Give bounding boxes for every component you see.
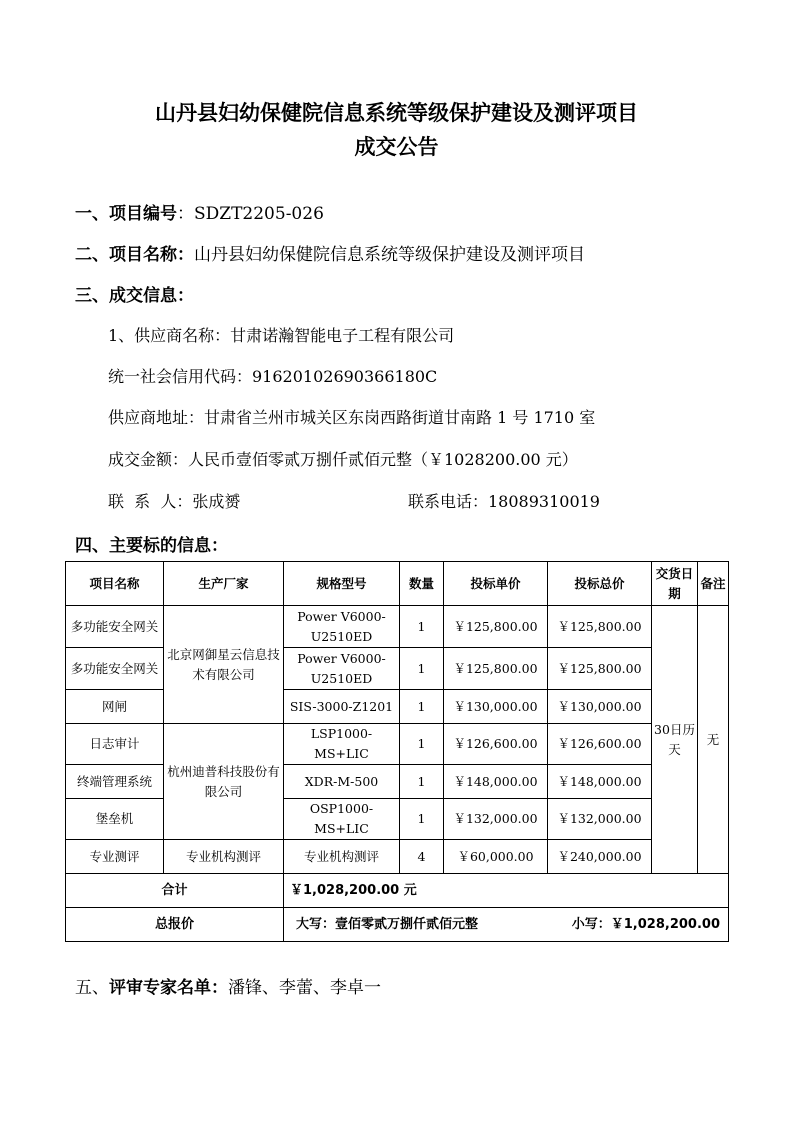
items-table — [65, 561, 729, 942]
cell-name: 堡垒机 — [66, 799, 164, 840]
cell-model: XDR-M-500 — [284, 765, 400, 799]
cell-total-price: ￥125,800.00 — [548, 648, 652, 690]
project-name: 山丹县妇幼保健院信息系统等级保护建设及测评项目 — [194, 245, 585, 265]
quote-value-cell — [284, 908, 729, 942]
cell-model: Power V6000-U2510ED — [284, 606, 400, 648]
section-label: 评审专家名单： — [109, 978, 228, 998]
cell-total-price: ￥132,000.00 — [548, 799, 652, 840]
cell-name: 多功能安全网关 — [66, 648, 164, 690]
header-delivery: 交货日期 — [652, 562, 698, 606]
cell-name: 终端管理系统 — [66, 765, 164, 799]
cell-model: Power V6000-U2510ED — [284, 648, 400, 690]
cell-unit-price: ￥130,000.00 — [444, 690, 548, 724]
cell-name: 日志审计 — [66, 724, 164, 765]
cell-total-price: ￥125,800.00 — [548, 606, 652, 648]
expert-names: 潘锋、李蕾、李卓一 — [228, 978, 381, 998]
cell-unit-price: ￥125,800.00 — [444, 606, 548, 648]
page-title: 山丹县妇幼保健院信息系统等级保护建设及测评项目 — [155, 101, 638, 125]
cell-qty: 1 — [400, 724, 444, 765]
section-experts — [75, 973, 381, 998]
quote-row — [66, 908, 729, 942]
sum-label: 合计 — [66, 874, 284, 908]
cell-maker: 专业机构测评 — [164, 840, 284, 874]
cell-qty: 1 — [400, 648, 444, 690]
deal-amount: 成交金额：人民币壹佰零贰万捌仟贰佰元整（￥1028200.00 元） — [108, 450, 578, 469]
quote-lower: 小写：￥1,028,200.00 — [571, 916, 720, 932]
cell-total-price: ￥130,000.00 — [548, 690, 652, 724]
cell-model: OSP1000-MS+LIC — [284, 799, 400, 840]
cell-unit-price: ￥126,600.00 — [444, 724, 548, 765]
page-subtitle: 成交公告 — [354, 135, 439, 159]
cell-qty: 1 — [400, 690, 444, 724]
cell-qty: 1 — [400, 606, 444, 648]
section-deal-info-heading: 三、成交信息： — [75, 286, 194, 306]
quote-label: 总报价 — [66, 908, 284, 942]
cell-qty: 1 — [400, 799, 444, 840]
section-project-name — [75, 240, 585, 265]
section-prefix: 五、 — [75, 978, 109, 998]
header-total-price: 投标总价 — [548, 562, 652, 606]
cell-name: 专业测评 — [66, 840, 164, 874]
credit-code: 统一社会信用代码：91620102690366180C — [108, 367, 438, 386]
cell-model: SIS-3000-Z1201 — [284, 690, 400, 724]
cell-name: 多功能安全网关 — [66, 606, 164, 648]
header-maker: 生产厂家 — [164, 562, 284, 606]
sum-row — [66, 874, 729, 908]
cell-total-price: ￥126,600.00 — [548, 724, 652, 765]
label-separator: ： — [177, 204, 194, 224]
cell-remark: 无 — [698, 606, 729, 874]
cell-qty: 1 — [400, 765, 444, 799]
header-name: 项目名称 — [66, 562, 164, 606]
cell-unit-price: ￥148,000.00 — [444, 765, 548, 799]
cell-model: 专业机构测评 — [284, 840, 400, 874]
cell-total-price: ￥240,000.00 — [548, 840, 652, 874]
cell-unit-price: ￥132,000.00 — [444, 799, 548, 840]
cell-name: 网闸 — [66, 690, 164, 724]
cell-unit-price: ￥60,000.00 — [444, 840, 548, 874]
header-model: 规格型号 — [284, 562, 400, 606]
cell-qty: 4 — [400, 840, 444, 874]
header-remark: 备注 — [698, 562, 729, 606]
table-row — [66, 724, 729, 765]
contact-person: 联 系 人：张成赟 — [108, 492, 241, 511]
section-items-heading: 四、主要标的信息： — [75, 536, 228, 556]
supplier-name: 1、供应商名称：甘肃诺瀚智能电子工程有限公司 — [108, 326, 455, 345]
table-header-row — [66, 562, 729, 606]
header-qty: 数量 — [400, 562, 444, 606]
section-label: 二、项目名称： — [75, 245, 194, 265]
section-project-number — [75, 199, 324, 224]
sum-value: ￥1,028,200.00 元 — [284, 874, 729, 908]
cell-unit-price: ￥125,800.00 — [444, 648, 548, 690]
header-unit-price: 投标单价 — [444, 562, 548, 606]
quote-upper: 大写：壹佰零贰万捌仟贰佰元整 — [296, 916, 479, 932]
cell-total-price: ￥148,000.00 — [548, 765, 652, 799]
supplier-address: 供应商地址：甘肃省兰州市城关区东岗西路街道甘南路 1 号 1710 室 — [108, 408, 596, 427]
contact-phone: 联系电话：18089310019 — [408, 492, 600, 511]
project-number: SDZT2205-026 — [194, 204, 324, 224]
cell-maker: 杭州迪普科技股份有限公司 — [164, 724, 284, 840]
table-row — [66, 606, 729, 648]
cell-maker: 北京网御星云信息技术有限公司 — [164, 606, 284, 724]
section-label: 一、项目编号 — [75, 204, 177, 224]
table-row — [66, 840, 729, 874]
cell-delivery: 30日历天 — [652, 606, 698, 874]
cell-model: LSP1000-MS+LIC — [284, 724, 400, 765]
